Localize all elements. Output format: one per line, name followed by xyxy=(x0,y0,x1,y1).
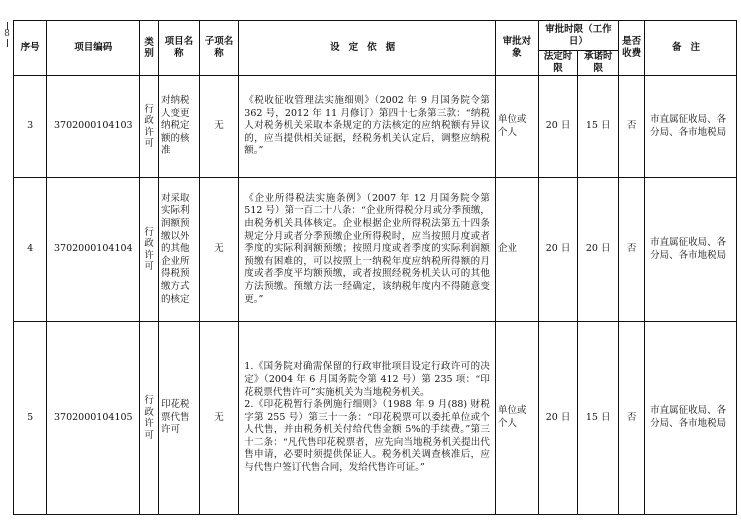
promised-cell: 15 日 xyxy=(578,322,619,515)
page-marker xyxy=(2,22,12,47)
category-cell: 行政许可 xyxy=(140,178,159,322)
seq-cell: 4 xyxy=(14,178,47,322)
header-seq: 序号 xyxy=(14,21,47,76)
header-sub: 子项名称 xyxy=(199,21,239,76)
approval-items-table xyxy=(13,20,737,515)
sub-cell: 无 xyxy=(199,322,239,515)
header-statutory: 法定时限 xyxy=(538,51,578,76)
category-cell: 行政许可 xyxy=(140,76,159,178)
name-cell: 印花税票代售许可 xyxy=(158,322,199,515)
table-row xyxy=(14,76,737,178)
basis-paragraph: 1.《国务院对确需保留的行政审批项目设定行政许可的决定》（2004 年 6 月国务院令第 412 号）第 235 项：“印花税票代售许可”实施机关为当地税务机关。 xyxy=(244,361,490,398)
basis-cell xyxy=(239,178,496,322)
statutory-cell: 20 日 xyxy=(538,178,578,322)
statutory-cell: 20 日 xyxy=(538,322,578,515)
remark-cell: 市直属征收局、各分局、各市地税局 xyxy=(645,178,737,322)
basis-paragraph: 2.《印花税暂行条例施行细则》（1988 年 9 月(88) 财税字第 255 号）第三十一条：“印花税票可以委托单位或个人代售，并由税务机关付给代售金额 5%的手续费。”第三十二条：“凡代售印花税票者，应先向当地税务机关提出代售申请，必要时须提供保证人。税务机关调查核准后，应与代售户签订代售合同，发给代售许可证。” xyxy=(244,399,490,474)
header-target: 审批对象 xyxy=(495,21,538,76)
target-cell: 单位或个人 xyxy=(495,76,538,178)
seq-cell: 3 xyxy=(14,76,47,178)
fee-cell: 否 xyxy=(619,322,645,515)
header-code: 项目编码 xyxy=(47,21,140,76)
header-category: 类别 xyxy=(140,21,159,76)
basis-paragraph: 《税收征收管理法实施细则》（2002 年 9 月国务院令第 362 号，2012 年 11 月修订）第四十七条第三款：“纳税人对税务机关采取本条规定的方法核定的应纳税额有异议的，应当提供相关证据，经税务机关认定后，调整应纳税额。” xyxy=(244,95,490,157)
statutory-cell: 20 日 xyxy=(538,76,578,178)
table-row xyxy=(14,178,737,322)
code-cell: 3702000104104 xyxy=(47,178,140,322)
remark-cell: 市直属征收局、各分局、各市地税局 xyxy=(645,76,737,178)
target-cell: 单位或个人 xyxy=(495,322,538,515)
sub-cell: 无 xyxy=(199,76,239,178)
sub-cell: 无 xyxy=(199,178,239,322)
header-promised: 承诺时限 xyxy=(578,51,619,76)
remark-cell: 市直属征收局、各分局、各市地税局 xyxy=(645,322,737,515)
promised-cell: 20 日 xyxy=(578,178,619,322)
seq-cell: 5 xyxy=(14,322,47,515)
fee-cell: 否 xyxy=(619,76,645,178)
basis-cell xyxy=(239,322,496,515)
basis-paragraph: 《企业所得税法实施条例》（2007 年 12 月国务院令第 512 号）第一百二十八条：“企业所得税分月或分季预缴，由税务机关具体核定。企业根据企业所得税法第五十四条规定分月或者分季预缴企业所得税时，应当按照月度或者季度的实际利润额预缴；按照月度或者季度的实际利润额预缴有困难的，可以按照上一纳税年度应纳税所得额的月度或者季度平均额预缴，或者按照经税务机关认可的其他方法预缴。预缴方法一经确定，该纳税年度内不得随意变更。” xyxy=(244,192,490,305)
basis-cell xyxy=(239,76,496,178)
header-remark: 备注 xyxy=(645,21,737,76)
category-cell: 行政许可 xyxy=(140,322,159,515)
page-number: 8 xyxy=(4,29,10,39)
header-time-limit: 审批时限（工作日） xyxy=(538,21,618,51)
fee-cell: 否 xyxy=(619,178,645,322)
header-fee: 是否收费 xyxy=(619,21,645,76)
header-name: 项目名称 xyxy=(158,21,199,76)
code-cell: 3702000104105 xyxy=(47,322,140,515)
name-cell: 对纳税人变更纳税定额的核准 xyxy=(158,76,199,178)
target-cell: 企业 xyxy=(495,178,538,322)
name-cell: 对采取实际利润额预缴以外的其他企业所得税预缴方式的核定 xyxy=(158,178,199,322)
code-cell: 3702000104103 xyxy=(47,76,140,178)
promised-cell: 15 日 xyxy=(578,76,619,178)
table-row xyxy=(14,322,737,515)
header-basis: 设定依据 xyxy=(239,21,496,76)
